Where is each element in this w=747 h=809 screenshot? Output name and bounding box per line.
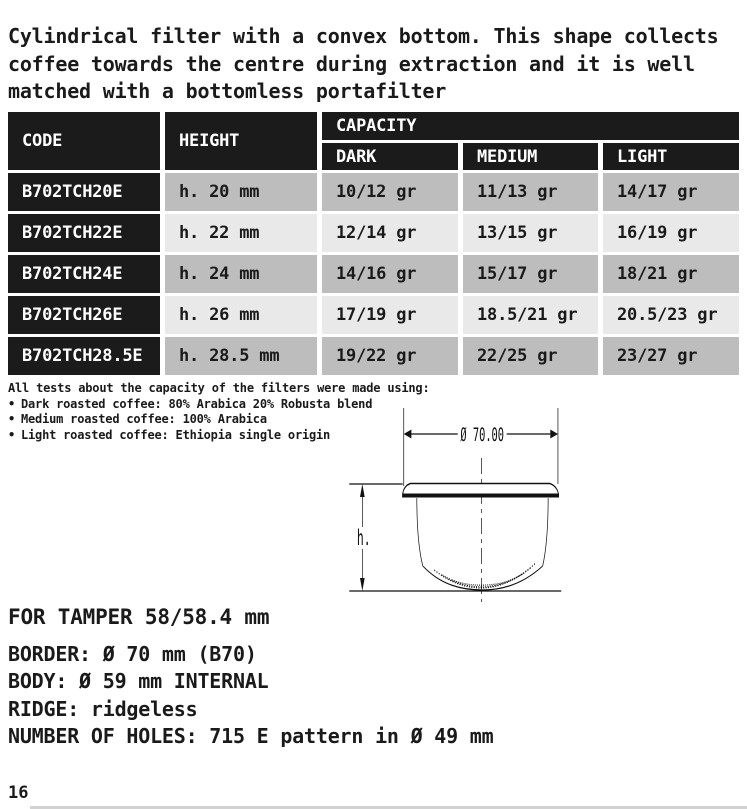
- height-label: h.: [356, 525, 371, 550]
- filter-technical-drawing: [340, 400, 747, 607]
- perforation-dots: [452, 573, 524, 585]
- table-cell-height: h. 26 mm: [165, 296, 317, 334]
- table-cell-code: B702TCH20E: [8, 173, 160, 211]
- filter-wall-left: [417, 498, 423, 566]
- table-cell-height: h. 20 mm: [165, 173, 317, 211]
- column-header-code: CODE: [8, 112, 160, 170]
- table-cell-light: 16/19 gr: [603, 214, 739, 252]
- arrow-right-icon: [550, 430, 558, 439]
- table-cell-code: B702TCH24E: [8, 255, 160, 293]
- notes-title: All tests about the capacity of the filters were made using:: [8, 381, 430, 395]
- table-cell-dark: 10/12 gr: [322, 173, 458, 211]
- table-cell-dark: 19/22 gr: [322, 337, 458, 375]
- table-cell-dark: 12/14 gr: [322, 214, 458, 252]
- table-cell-medium: 13/15 gr: [463, 214, 598, 252]
- table-cell-height: h. 28.5 mm: [165, 337, 317, 375]
- table-cell-medium: 15/17 gr: [463, 255, 598, 293]
- spec-border: BORDER: Ø 70 mm (B70): [8, 642, 257, 666]
- capacity-table: [8, 112, 739, 375]
- note-item-text: Medium roasted coffee: 100% Arabica: [21, 412, 267, 426]
- table-cell-light: 20.5/23 gr: [603, 296, 739, 334]
- column-header-light: LIGHT: [603, 143, 739, 170]
- page-number: 16: [8, 783, 29, 803]
- bullet-icon: •: [8, 396, 16, 411]
- spec-list: [8, 641, 493, 751]
- perforation-dots: [442, 568, 530, 587]
- table-cell-code: B702TCH22E: [8, 214, 160, 252]
- bullet-icon: •: [8, 412, 16, 426]
- column-header-dark: DARK: [322, 143, 458, 170]
- arrow-left-icon: [404, 430, 412, 439]
- spec-body: BODY: Ø 59 mm INTERNAL: [8, 669, 269, 694]
- column-header-capacity: CAPACITY: [322, 112, 739, 140]
- arrow-down-icon: [360, 578, 365, 591]
- table-cell-medium: 18.5/21 gr: [463, 296, 598, 334]
- spec-ridge: RIDGE: ridgeless: [8, 696, 198, 721]
- table-cell-medium: 22/25 gr: [463, 337, 598, 375]
- table-cell-code: B702TCH28.5E: [8, 337, 160, 375]
- table-cell-dark: 14/16 gr: [322, 255, 458, 293]
- table-cell-medium: 11/13 gr: [463, 173, 598, 211]
- table-cell-light: 23/27 gr: [603, 337, 739, 375]
- diameter-label: Ø 70.00: [460, 423, 504, 446]
- note-item-text: Dark roasted coffee: 80% Arabica 20% Robusta blend: [21, 396, 373, 411]
- table-cell-dark: 17/19 gr: [322, 296, 458, 334]
- arrow-up-icon: [360, 484, 365, 497]
- filter-rim: [403, 484, 559, 495]
- table-cell-code: B702TCH26E: [8, 296, 160, 334]
- table-cell-light: 14/17 gr: [603, 173, 739, 211]
- column-header-medium: MEDIUM: [463, 143, 598, 170]
- bullet-icon: •: [8, 427, 16, 442]
- filter-bottom: [423, 566, 543, 590]
- spec-holes: NUMBER OF HOLES: 715 E pattern in Ø 49 mm: [8, 724, 494, 749]
- table-cell-light: 18/21 gr: [603, 255, 739, 293]
- table-cell-height: h. 22 mm: [165, 214, 317, 252]
- intro-paragraph: Cylindrical filter with a convex bottom. This shape collects coffee towards the centre during extraction and it is well matched with a bottomless portafilter: [8, 24, 719, 103]
- filter-wall-right: [543, 498, 548, 566]
- tamper-heading: FOR TAMPER 58/58.4 mm: [8, 605, 270, 629]
- table-cell-height: h. 24 mm: [165, 255, 317, 293]
- column-header-height: HEIGHT: [165, 112, 317, 170]
- note-item-text: Light roasted coffee: Ethiopia single origin: [21, 427, 331, 442]
